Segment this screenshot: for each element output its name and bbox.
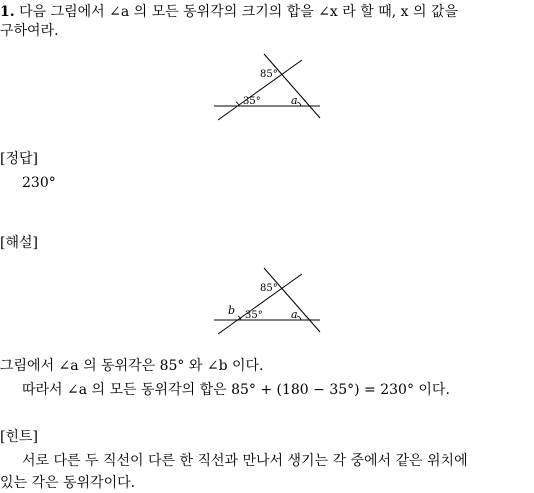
left-angle-arc — [236, 102, 239, 106]
problem-figure — [212, 52, 324, 122]
angle-a-arc — [297, 316, 301, 320]
solution-figure — [212, 266, 324, 338]
answer-value: 230° — [22, 175, 56, 191]
answer-heading: [정답] — [0, 151, 38, 167]
problem-text-1: 다음 그림에서 ∠a 의 모든 동위각의 크기의 합을 ∠x 라 할 때, x 의 값을 — [19, 4, 459, 20]
problem-number: 1. — [0, 4, 15, 20]
angle-a-label: a — [291, 308, 298, 321]
solution-line-2: 따라서 ∠a 의 모든 동위각의 합은 85° + (180 − 35°) = 230° 이다. — [22, 382, 450, 398]
angle-a-label: a — [291, 94, 298, 107]
angle-b-label: b — [228, 304, 236, 317]
problem-line-1 — [0, 3, 458, 21]
angle-a-arc — [297, 102, 301, 106]
left-angle-label: 35° — [245, 310, 263, 321]
solution-line-1: 그림에서 ∠a 의 동위각은 85° 와 ∠b 이다. — [0, 358, 264, 374]
problem-text-2: 구하여라. — [0, 23, 59, 39]
top-angle-label: 85° — [260, 69, 278, 80]
solution-heading: [해설] — [0, 235, 38, 251]
hint-line-1: 서로 다른 두 직선이 다른 한 직선과 만나서 생기는 각 중에서 같은 위치에 — [22, 453, 468, 469]
hint-heading: [힌트] — [0, 429, 38, 445]
descending-line — [264, 54, 320, 118]
descending-line — [264, 268, 320, 332]
hint-line-2: 있는 각은 동위각이다. — [0, 475, 136, 491]
top-angle-label: 85° — [260, 283, 278, 294]
left-angle-label: 35° — [243, 96, 261, 107]
